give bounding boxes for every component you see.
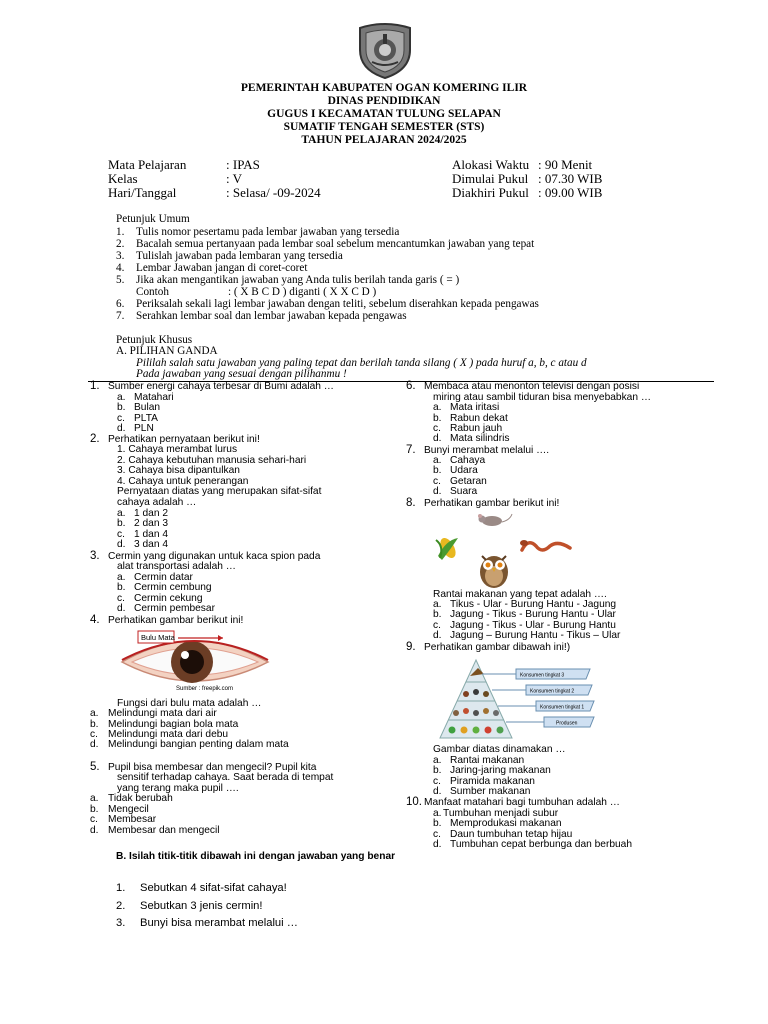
question-text: Perhatikan pernyataan berikut ini!: [108, 434, 260, 445]
option-letter: d.: [433, 486, 442, 497]
option-letter: c.: [117, 413, 125, 424]
info-label-date: Hari/Tanggal: [108, 185, 177, 200]
option-text: Suara: [450, 486, 478, 497]
pyramid-label: Konsumen tingkat 1: [540, 704, 585, 711]
option-text: PLTA: [134, 413, 158, 424]
essay-number: 3.: [116, 917, 126, 929]
option-text: Udara: [450, 465, 478, 476]
question-number: 10.: [406, 796, 422, 808]
instruction-number: 5.: [116, 274, 125, 286]
option-text: 2 dan 3: [134, 518, 168, 529]
option-text: Mata silindris: [450, 433, 510, 444]
option-letter: b.: [433, 765, 442, 776]
example-label: Contoh: [136, 286, 169, 298]
option-text: Tumbuhan cepat berbunga dan berbuah: [450, 839, 633, 850]
option-text: Jaring-jaring makanan: [450, 765, 551, 776]
question-text: alat transportasi adalah …: [117, 561, 236, 572]
option-text: Cermin cembung: [134, 582, 212, 593]
option-letter: b.: [433, 465, 442, 476]
option-letter: c.: [433, 829, 441, 840]
instruction-item: Periksalah sekali lagi lembar jawaban dengan teliti, sebelum diserahkan kepada pengawas: [136, 298, 539, 310]
owl-icon: [480, 556, 508, 588]
option-letter: b.: [90, 719, 99, 730]
option-text: Cermin pembesar: [134, 603, 215, 614]
info-value-date: : Selasa/ -09-2024: [226, 185, 321, 200]
question-number: 4.: [90, 614, 100, 626]
statement-line: 2. Cahaya kebutuhan manusia sehari-hari: [117, 455, 307, 466]
option-letter: d.: [90, 739, 99, 750]
option-letter: d.: [117, 423, 126, 434]
option-text: 3 dan 4: [134, 539, 168, 550]
option-letter: d.: [117, 539, 126, 550]
question-text: Gambar diatas dinamakan …: [433, 744, 566, 755]
essay-question: Sebutkan 4 sifat-sifat cahaya!: [140, 882, 287, 894]
question-text: Sumber energi cahaya terbesar di Bumi adalah …: [108, 381, 334, 392]
pyramid-label: Konsumen tingkat 3: [520, 672, 565, 679]
snake-icon: [520, 540, 570, 550]
info-value-duration: : 90 Menit: [538, 157, 593, 172]
essay-question: Bunyi bisa merambat melalui …: [140, 917, 298, 929]
option-letter: a.: [117, 392, 126, 403]
option-text: Cermin datar: [134, 572, 193, 583]
mouse-icon: [478, 514, 512, 526]
header-line-3: GUGUS I KECAMATAN TULUNG SELAPAN: [267, 108, 501, 120]
option-letter: a.: [90, 793, 99, 804]
info-value-start: : 07.30 WIB: [538, 171, 603, 186]
instruction-number: 6.: [116, 298, 125, 310]
option-letter: b.: [433, 413, 442, 424]
food-pyramid-image: [436, 656, 596, 742]
option-text: Memprodukasi makanan: [450, 818, 562, 829]
instruction-number: 1.: [116, 226, 125, 238]
statement-line: 3. Cahaya bisa dipantulkan: [117, 465, 240, 476]
question-text: Pupil bisa membesar dan mengecil? Pupil kita: [108, 762, 317, 773]
general-instructions-title: Petunjuk Umum: [116, 213, 190, 225]
question-number: 9.: [406, 641, 416, 653]
option-text: Sumber makanan: [450, 786, 531, 797]
option-letter: b.: [433, 818, 442, 829]
option-letter: a.: [90, 708, 99, 719]
info-value-end: : 09.00 WIB: [538, 185, 603, 200]
section-a-title: A. PILIHAN GANDA: [116, 345, 218, 357]
instruction-number: 3.: [116, 250, 125, 262]
option-letter: d.: [117, 603, 126, 614]
option-text: Cahaya: [450, 455, 486, 466]
option-text: Tikus - Ular - Burung Hantu - Jagung: [450, 599, 617, 610]
info-value-subject: : IPAS: [226, 157, 260, 172]
option-letter: c.: [117, 593, 125, 604]
question-number: 2.: [90, 433, 100, 445]
option-letter: a.: [433, 402, 442, 413]
statement-line: 4. Cahaya untuk penerangan: [117, 476, 249, 487]
option-letter: d.: [433, 630, 442, 641]
instruction-item: Tulis nomor pesertamu pada lembar jawaban yang tersedia: [136, 226, 400, 238]
option-text: Tumbuhan menjadi subur: [443, 808, 559, 819]
instruction-item: Lembar Jawaban jangan di coret-coret: [136, 262, 308, 274]
option-letter: a.: [117, 508, 126, 519]
option-letter: d.: [433, 786, 442, 797]
header-line-5: TAHUN PELAJARAN 2024/2025: [301, 134, 467, 146]
question-number: 8.: [406, 497, 416, 509]
info-label-class: Kelas: [108, 171, 138, 186]
option-text: Melindungi bangian penting dalam mata: [108, 739, 289, 750]
option-text: Bulan: [134, 402, 161, 413]
question-number: 7.: [406, 444, 416, 456]
instruction-item: Serahkan lembar soal dan lembar jawaban kepada pengawas: [136, 310, 407, 322]
info-label-start: Dimulai Pukul: [452, 171, 529, 186]
question-text: Perhatikan gambar berikut ini!: [424, 498, 560, 509]
option-letter: a.: [433, 755, 442, 766]
question-number: 3.: [90, 550, 100, 562]
question-number: 6.: [406, 380, 416, 392]
question-text: Membaca atau menonton televisi dengan posisi: [424, 381, 640, 392]
option-letter: c.: [433, 423, 441, 434]
option-text: 1 dan 4: [134, 529, 168, 540]
question-text: Cermin yang digunakan untuk kaca spion pada: [108, 551, 321, 562]
option-text: PLN: [134, 423, 154, 434]
info-label-subject: Mata Pelajaran: [108, 157, 187, 172]
option-letter: c.: [117, 529, 125, 540]
question-text: Fungsi dari bulu mata adalah …: [117, 698, 262, 709]
option-letter: d.: [433, 839, 442, 850]
question-text: sensitif terhadap cahaya. Saat berada di tempat: [117, 772, 334, 783]
option-text: Rabun jauh: [450, 423, 503, 434]
regency-crest-logo: [354, 22, 416, 80]
instruction-number: 4.: [116, 262, 125, 274]
specific-instructions-title: Petunjuk Khusus: [116, 334, 193, 346]
instruction-item: Bacalah semua pertanyaan pada lembar soal sebelum mencantumkan jawaban yang tepat: [136, 238, 535, 250]
statement-line: 1. Cahaya merambat lurus: [117, 444, 238, 455]
example-text: : ( X B C D ) diganti ( X X C D ): [228, 286, 377, 298]
option-text: Rantai makanan: [450, 755, 525, 766]
option-text: Jagung – Burung Hantu - Tikus – Ular: [450, 630, 621, 641]
question-text: Perhatikan gambar dibawah ini!): [424, 642, 571, 653]
option-text: Mata iritasi: [450, 402, 500, 413]
option-text: Daun tumbuhan tetap hijau: [450, 829, 573, 840]
header-line-4: SUMATIF TENGAH SEMESTER (STS): [283, 121, 485, 133]
essay-number: 2.: [116, 900, 126, 912]
food-chain-image: [432, 510, 578, 590]
pyramid-label: Konsumen tingkat 2: [530, 688, 575, 695]
question-number: 1.: [90, 380, 100, 392]
option-text: Tidak berubah: [108, 793, 173, 804]
option-text: Mengecil: [108, 804, 149, 815]
option-letter: b.: [117, 582, 126, 593]
option-letter: d.: [433, 433, 442, 444]
option-text: Membesar: [108, 814, 157, 825]
header-line-2: DINAS PENDIDIKAN: [327, 95, 441, 107]
option-letter: c.: [90, 729, 98, 740]
corn-icon: [436, 535, 459, 560]
instruction-number: 2.: [116, 238, 125, 250]
section-a-instruction-1: Pililah salah satu jawaban yang paling tepat dan berilah tanda silang ( X ) pada huruf a, b, c atau d: [136, 357, 587, 369]
option-letter: b.: [90, 804, 99, 815]
option-text: Cermin cekung: [134, 593, 203, 604]
info-label-duration: Alokasi Waktu: [452, 157, 530, 172]
question-text: Rantai makanan yang tepat adalah ….: [433, 589, 607, 600]
eye-eyelash-image: [118, 628, 270, 694]
image-source: Sumber : freepik.com: [176, 686, 234, 692]
option-text: Melindungi mata dari air: [108, 708, 217, 719]
option-text: 1 dan 2: [134, 508, 168, 519]
option-text: Piramida makanan: [450, 776, 535, 787]
option-letter: b.: [117, 518, 126, 529]
pyramid-label: Produsen: [556, 720, 578, 727]
instruction-item: Tulislah jawaban pada lembaran yang tersedia: [136, 250, 343, 262]
option-letter: c.: [433, 476, 441, 487]
option-letter: b.: [433, 609, 442, 620]
info-label-end: Diakhiri Pukul: [452, 185, 529, 200]
option-letter: c.: [433, 620, 441, 631]
essay-question: Sebutkan 3 jenis cermin!: [140, 900, 263, 912]
instruction-number: 7.: [116, 310, 125, 322]
option-text: Jagung - Tikus - Burung Hantu - Ular: [450, 609, 616, 620]
instruction-item: Jika akan mengantikan jawaban yang Anda tulis berilah tanda garis ( = ): [136, 274, 460, 286]
question-number: 5.: [90, 761, 100, 773]
option-text: Getaran: [450, 476, 487, 487]
essay-number: 1.: [116, 882, 126, 894]
option-letter: a.: [433, 808, 442, 819]
info-value-class: : V: [226, 171, 243, 186]
section-b-title: B. Isilah titik-titik dibawah ini dengan jawaban yang benar: [116, 851, 396, 862]
option-letter: b.: [117, 402, 126, 413]
eye-label: Bulu Mata: [141, 633, 175, 642]
section-a-instruction-2: Pada jawaban yang sesuai dengan pilihanmu !: [136, 368, 347, 380]
option-text: Melindungi bagian bola mata: [108, 719, 239, 730]
option-text: Membesar dan mengecil: [108, 825, 220, 836]
question-text: miring atau sambil tiduran bisa menyebabkan …: [433, 392, 652, 403]
question-text: Manfaat matahari bagi tumbuhan adalah …: [424, 797, 620, 808]
question-text: Perhatikan gambar berikut ini!: [108, 615, 244, 626]
option-letter: c.: [90, 814, 98, 825]
question-text: Bunyi merambat melalui ….: [424, 445, 550, 456]
option-letter: a.: [433, 455, 442, 466]
option-letter: d.: [90, 825, 99, 836]
header-line-1: PEMERINTAH KABUPATEN OGAN KOMERING ILIR: [240, 82, 528, 94]
option-letter: a.: [117, 572, 126, 583]
option-text: Jagung - Tikus - Ular - Burung Hantu: [450, 620, 616, 631]
question-text: Pernyataan diatas yang merupakan sifat-sifat: [117, 486, 322, 497]
option-text: Matahari: [134, 392, 174, 403]
option-text: Melindungi mata dari debu: [108, 729, 229, 740]
option-letter: c.: [433, 776, 441, 787]
option-letter: a.: [433, 599, 442, 610]
question-text: cahaya adalah …: [117, 497, 197, 508]
question-text: yang terang maka pupil ….: [117, 783, 239, 794]
option-text: Rabun dekat: [450, 413, 508, 424]
